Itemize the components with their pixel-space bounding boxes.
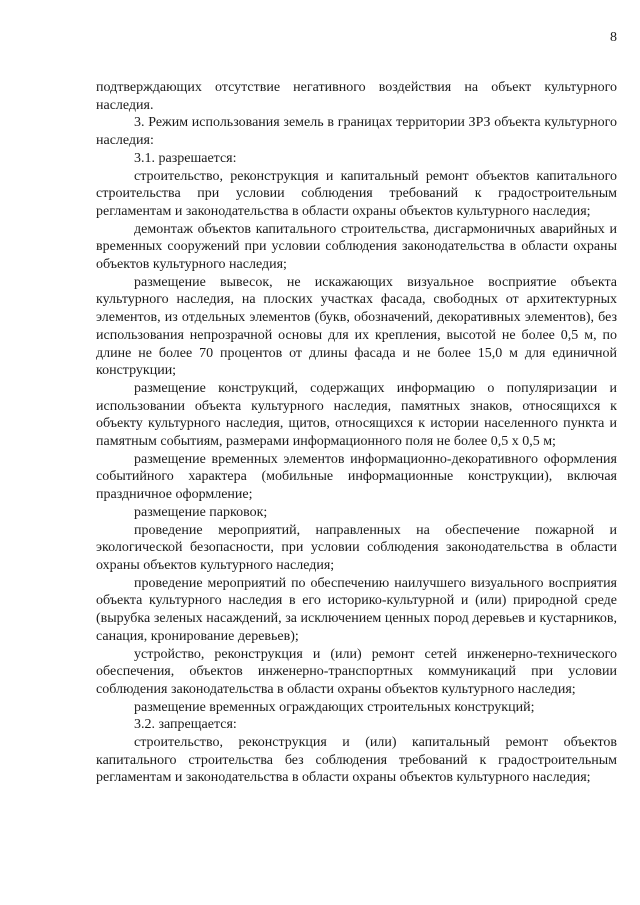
paragraph-allowed-item: проведение мероприятий по обеспечению наилучшего визуального восприятия объекта культурного наследия в его историко-культурной и (или) природной среде (вырубка зеленых насаждений, за исключением ценных пород деревьев и кустарников, санация, кронирование деревьев); <box>96 575 617 644</box>
paragraph-allowed-item: устройство, реконструкция и (или) ремонт сетей инженерно-технического обеспечения, объектов инженерно-транспортных коммуникаций при условии соблюдения законодательства в области охраны объектов культурного наследия; <box>96 646 617 697</box>
paragraph-allowed-item: размещение временных ограждающих строительных конструкций; <box>134 699 535 715</box>
paragraph-allowed-item: размещение конструкций, содержащих информацию о популяризации и использовании объекта культурного наследия, памятных знаков, относящихся к объекту культурного наследия, щитов, относящихся к истории населенного пункта и памятным событиям, размерами информационного поля не более 0,5 х 0,5 м; <box>96 380 617 450</box>
paragraph-allowed-item: размещение вывесок, не искажающих визуальное восприятие объекта культурного наследия, на плоских участках фасада, свободных от архитектурных элементов, из отдельных элементов (букв, обозначений, декоративных элементов), без использования непрозрачной основы для их крепления, высотой не более 0,5 м, по длине не более 70 процентов от длины фасада и не более 15,0 м для единичной конструкции; <box>96 274 617 379</box>
paragraph-allowed-item: размещение парковок; <box>134 504 268 520</box>
paragraph-section-3-2-heading: 3.2. запрещается: <box>134 717 237 733</box>
page-number: 8 <box>610 30 617 45</box>
paragraph-allowed-item: проведение мероприятий, направленных на обеспечение пожарной и экологической безопасности, при условии соблюдения законодательства в области охраны объектов культурного наследия; <box>96 522 617 573</box>
paragraph-allowed-item: строительство, реконструкция и капитальный ремонт объектов капитального строительства при условии соблюдения требований к градостроительным регламентам и законодательства в области охраны объектов культурного наследия; <box>96 168 617 219</box>
document-body <box>96 79 617 787</box>
paragraph-prohibited-item: строительство, реконструкция и (или) капитальный ремонт объектов капитального строительства без соблюдения требований к градостроительным регламентам и законодательства в области охраны объектов культурного наследия; <box>96 735 617 786</box>
paragraph-section-3-1-heading: 3.1. разрешается: <box>134 150 237 166</box>
paragraph-section-3-heading: 3. Режим использования земель в границах территории ЗРЗ объекта культурного наследия: <box>96 115 617 149</box>
paragraph-continuation: подтверждающих отсутствие негативного воздействия на объект культурного наследия. <box>96 80 617 113</box>
paragraph-allowed-item: размещение временных элементов информационно-декоративного оформления событийного характера (мобильные информационные конструкции), включая праздничное оформление; <box>96 451 617 503</box>
paragraph-allowed-item: демонтаж объектов капитального строительства, дисгармоничных аварийных и временных сооружений при условии соблюдения законодательства в области охраны объектов культурного наследия; <box>96 221 617 273</box>
